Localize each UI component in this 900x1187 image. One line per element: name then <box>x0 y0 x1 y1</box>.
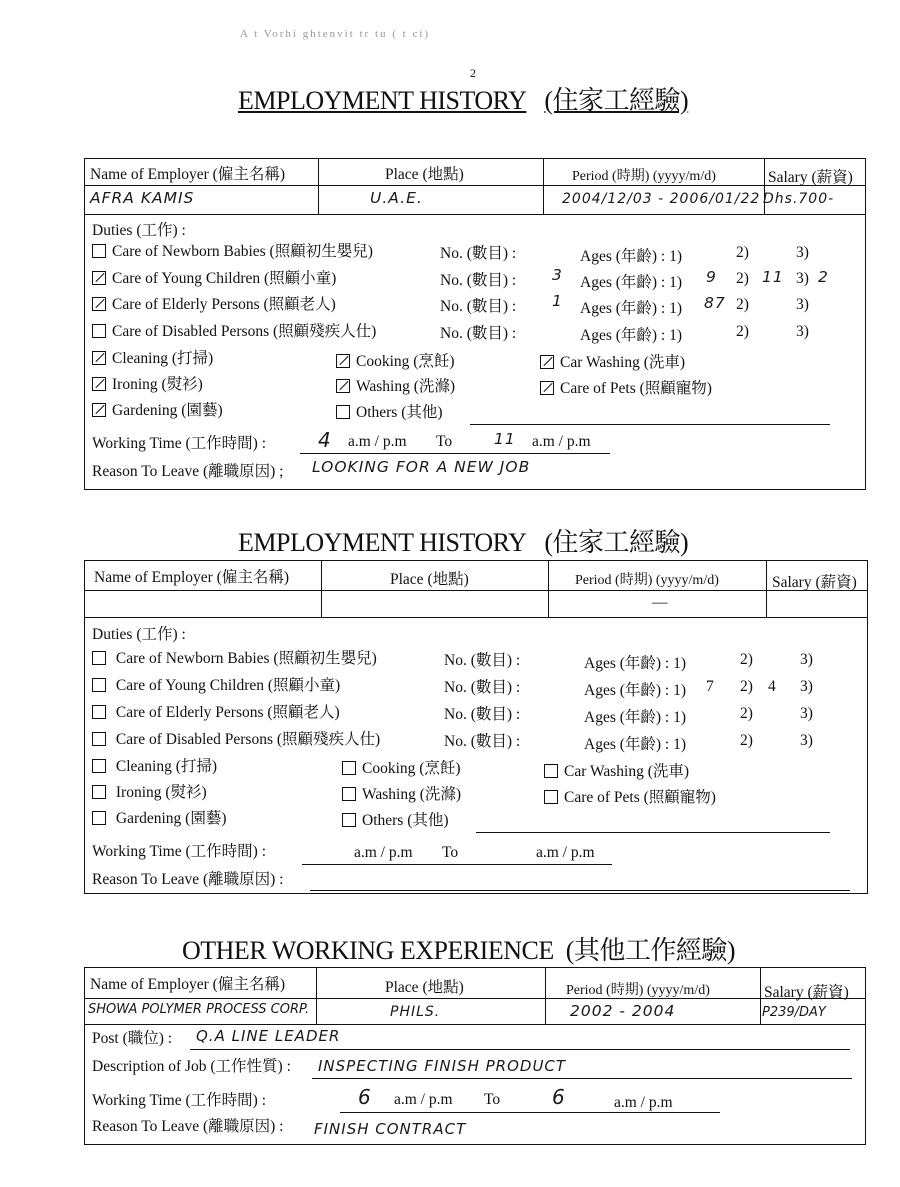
task-cleaning: Cleaning (打掃) <box>92 754 217 776</box>
young-children-checkbox[interactable] <box>92 271 106 285</box>
duty-row: Care of Young Children (照顧小童) <box>92 266 336 288</box>
age2-value[interactable]: 11 <box>762 268 784 286</box>
section-title-1: EMPLOYMENT HISTORY (住家工經驗) <box>238 86 689 115</box>
duty-no-value[interactable]: 1 <box>552 292 563 310</box>
duties-label: Duties (工作) : <box>92 222 186 239</box>
task-cleaning: Cleaning (打掃) <box>92 346 213 368</box>
post-label: Post (職位) : <box>92 1030 173 1047</box>
employer-value[interactable]: AFRA KAMIS <box>90 189 195 207</box>
task-others: Others (其他) <box>336 400 443 422</box>
washing-checkbox[interactable] <box>342 787 356 801</box>
duty-ages-label: Ages (年齡) : 1) <box>580 248 683 265</box>
col-header-period: Period (時期) (yyyy/m/d) <box>566 983 710 998</box>
scan-header-noise: A t Vorhi ghtenvit tr tu ( t ci) <box>240 28 431 40</box>
time-to-value[interactable]: 6 <box>552 1085 566 1109</box>
task-washing: Washing (洗滌) <box>342 782 461 804</box>
disabled-checkbox[interactable] <box>92 732 106 746</box>
task-pets: Care of Pets (照顧寵物) <box>540 376 712 398</box>
pets-checkbox[interactable] <box>540 381 554 395</box>
cleaning-checkbox[interactable] <box>92 351 106 365</box>
car-washing-checkbox[interactable] <box>540 355 554 369</box>
reason-label: Reason To Leave (離職原因) : <box>92 871 284 888</box>
employer-value[interactable]: SHOWA POLYMER PROCESS CORP. <box>88 1002 310 1017</box>
description-label: Description of Job (工作性質) : <box>92 1058 291 1075</box>
period-value[interactable]: 2004/12/03 - 2006/01/22 <box>562 191 761 207</box>
section-title-2: EMPLOYMENT HISTORY (住家工經驗) <box>238 528 689 557</box>
task-gardening: Gardening (園藝) <box>92 806 227 828</box>
col-header-period: Period (時期) (yyyy/m/d) <box>575 573 719 588</box>
task-car-washing: Car Washing (洗車) <box>544 759 689 781</box>
elderly-checkbox[interactable] <box>92 705 106 719</box>
duty-row: Care of Disabled Persons (照顧殘疾人仕) <box>92 727 380 749</box>
place-value[interactable]: PHILS. <box>390 1004 441 1020</box>
duty-row: Care of Young Children (照顧小童) <box>92 673 340 695</box>
salary-value[interactable]: P239/DAY <box>762 1005 826 1020</box>
salary-value[interactable]: Dhs.700- <box>763 191 835 207</box>
period-value[interactable]: — <box>652 594 668 611</box>
post-value[interactable]: Q.A LINE LEADER <box>196 1027 341 1045</box>
working-time-label: Working Time (工作時間) : <box>92 435 266 452</box>
duty-no-value[interactable]: 3 <box>552 266 563 284</box>
age2-value[interactable]: 4 <box>768 678 776 695</box>
time-from-value[interactable]: 6 <box>358 1085 372 1109</box>
task-washing: Washing (洗滌) <box>336 374 455 396</box>
gardening-checkbox[interactable] <box>92 811 106 825</box>
duty-no-label: No. (數目) : <box>440 245 517 262</box>
col-header-salary: Salary (薪資) <box>768 169 853 186</box>
task-cooking: Cooking (烹飪) <box>342 756 461 778</box>
task-cooking: Cooking (烹飪) <box>336 349 455 371</box>
col-header-place: Place (地點) <box>385 979 464 996</box>
time-to-value[interactable]: 11 <box>494 430 516 448</box>
cleaning-checkbox[interactable] <box>92 759 106 773</box>
task-car-washing: Car Washing (洗車) <box>540 350 685 372</box>
reason-label: Reason To Leave (離職原因) : <box>92 1118 284 1135</box>
duty-row: Care of Disabled Persons (照顧殘疾人仕) <box>92 319 376 341</box>
newborn-checkbox[interactable] <box>92 651 106 665</box>
col-header-period: Period (時期) (yyyy/m/d) <box>572 169 716 184</box>
age1-value[interactable]: 7 <box>706 678 714 695</box>
working-time-label: Working Time (工作時間) : <box>92 1092 266 1109</box>
task-pets: Care of Pets (照顧寵物) <box>544 785 716 807</box>
others-checkbox[interactable] <box>342 813 356 827</box>
duty-row: Care of Newborn Babies (照顧初生嬰兒) <box>92 239 373 261</box>
car-washing-checkbox[interactable] <box>544 764 558 778</box>
washing-checkbox[interactable] <box>336 379 350 393</box>
ironing-checkbox[interactable] <box>92 785 106 799</box>
task-ironing: Ironing (熨衫) <box>92 780 207 802</box>
description-value[interactable]: INSPECTING FINISH PRODUCT <box>318 1057 567 1075</box>
col-header-salary: Salary (薪資) <box>764 984 849 1001</box>
task-others: Others (其他) <box>342 808 449 830</box>
task-ironing: Ironing (熨衫) <box>92 372 203 394</box>
reason-value[interactable]: LOOKING FOR A NEW JOB <box>312 458 531 476</box>
duty-row: Care of Elderly Persons (照顧老人) <box>92 292 336 314</box>
section-title-3: OTHER WORKING EXPERIENCE (其他工作經驗) <box>182 936 736 965</box>
newborn-checkbox[interactable] <box>92 244 106 258</box>
col-header-place: Place (地點) <box>390 571 469 588</box>
place-value[interactable]: U.A.E. <box>370 189 423 207</box>
age1-value[interactable]: 9 <box>706 268 717 286</box>
reason-value[interactable]: FINISH CONTRACT <box>314 1120 467 1138</box>
others-checkbox[interactable] <box>336 405 350 419</box>
elderly-checkbox[interactable] <box>92 297 106 311</box>
period-value[interactable]: 2002 - 2004 <box>570 1002 676 1020</box>
gardening-checkbox[interactable] <box>92 403 106 417</box>
page-number: 2 <box>470 66 476 80</box>
age3-value[interactable]: 2 <box>818 268 829 286</box>
col-header-employer: Name of Employer (僱主名稱) <box>94 569 289 586</box>
col-header-place: Place (地點) <box>385 166 464 183</box>
pets-checkbox[interactable] <box>544 790 558 804</box>
time-from-value[interactable]: 4 <box>318 428 332 452</box>
task-gardening: Gardening (園藝) <box>92 398 223 420</box>
reason-label: Reason To Leave (離職原因) ; <box>92 463 284 480</box>
ironing-checkbox[interactable] <box>92 377 106 391</box>
col-header-employer: Name of Employer (僱主名稱) <box>90 976 285 993</box>
young-children-checkbox[interactable] <box>92 678 106 692</box>
col-header-salary: Salary (薪資) <box>772 574 857 591</box>
col-header-employer: Name of Employer (僱主名稱) <box>90 166 285 183</box>
cooking-checkbox[interactable] <box>336 354 350 368</box>
disabled-checkbox[interactable] <box>92 324 106 338</box>
duty-row: Care of Newborn Babies (照顧初生嬰兒) <box>92 646 377 668</box>
working-time-label: Working Time (工作時間) : <box>92 843 266 860</box>
cooking-checkbox[interactable] <box>342 761 356 775</box>
age1-value[interactable]: 87 <box>704 294 726 312</box>
duties-label: Duties (工作) : <box>92 626 186 643</box>
duty-row: Care of Elderly Persons (照顧老人) <box>92 700 340 722</box>
